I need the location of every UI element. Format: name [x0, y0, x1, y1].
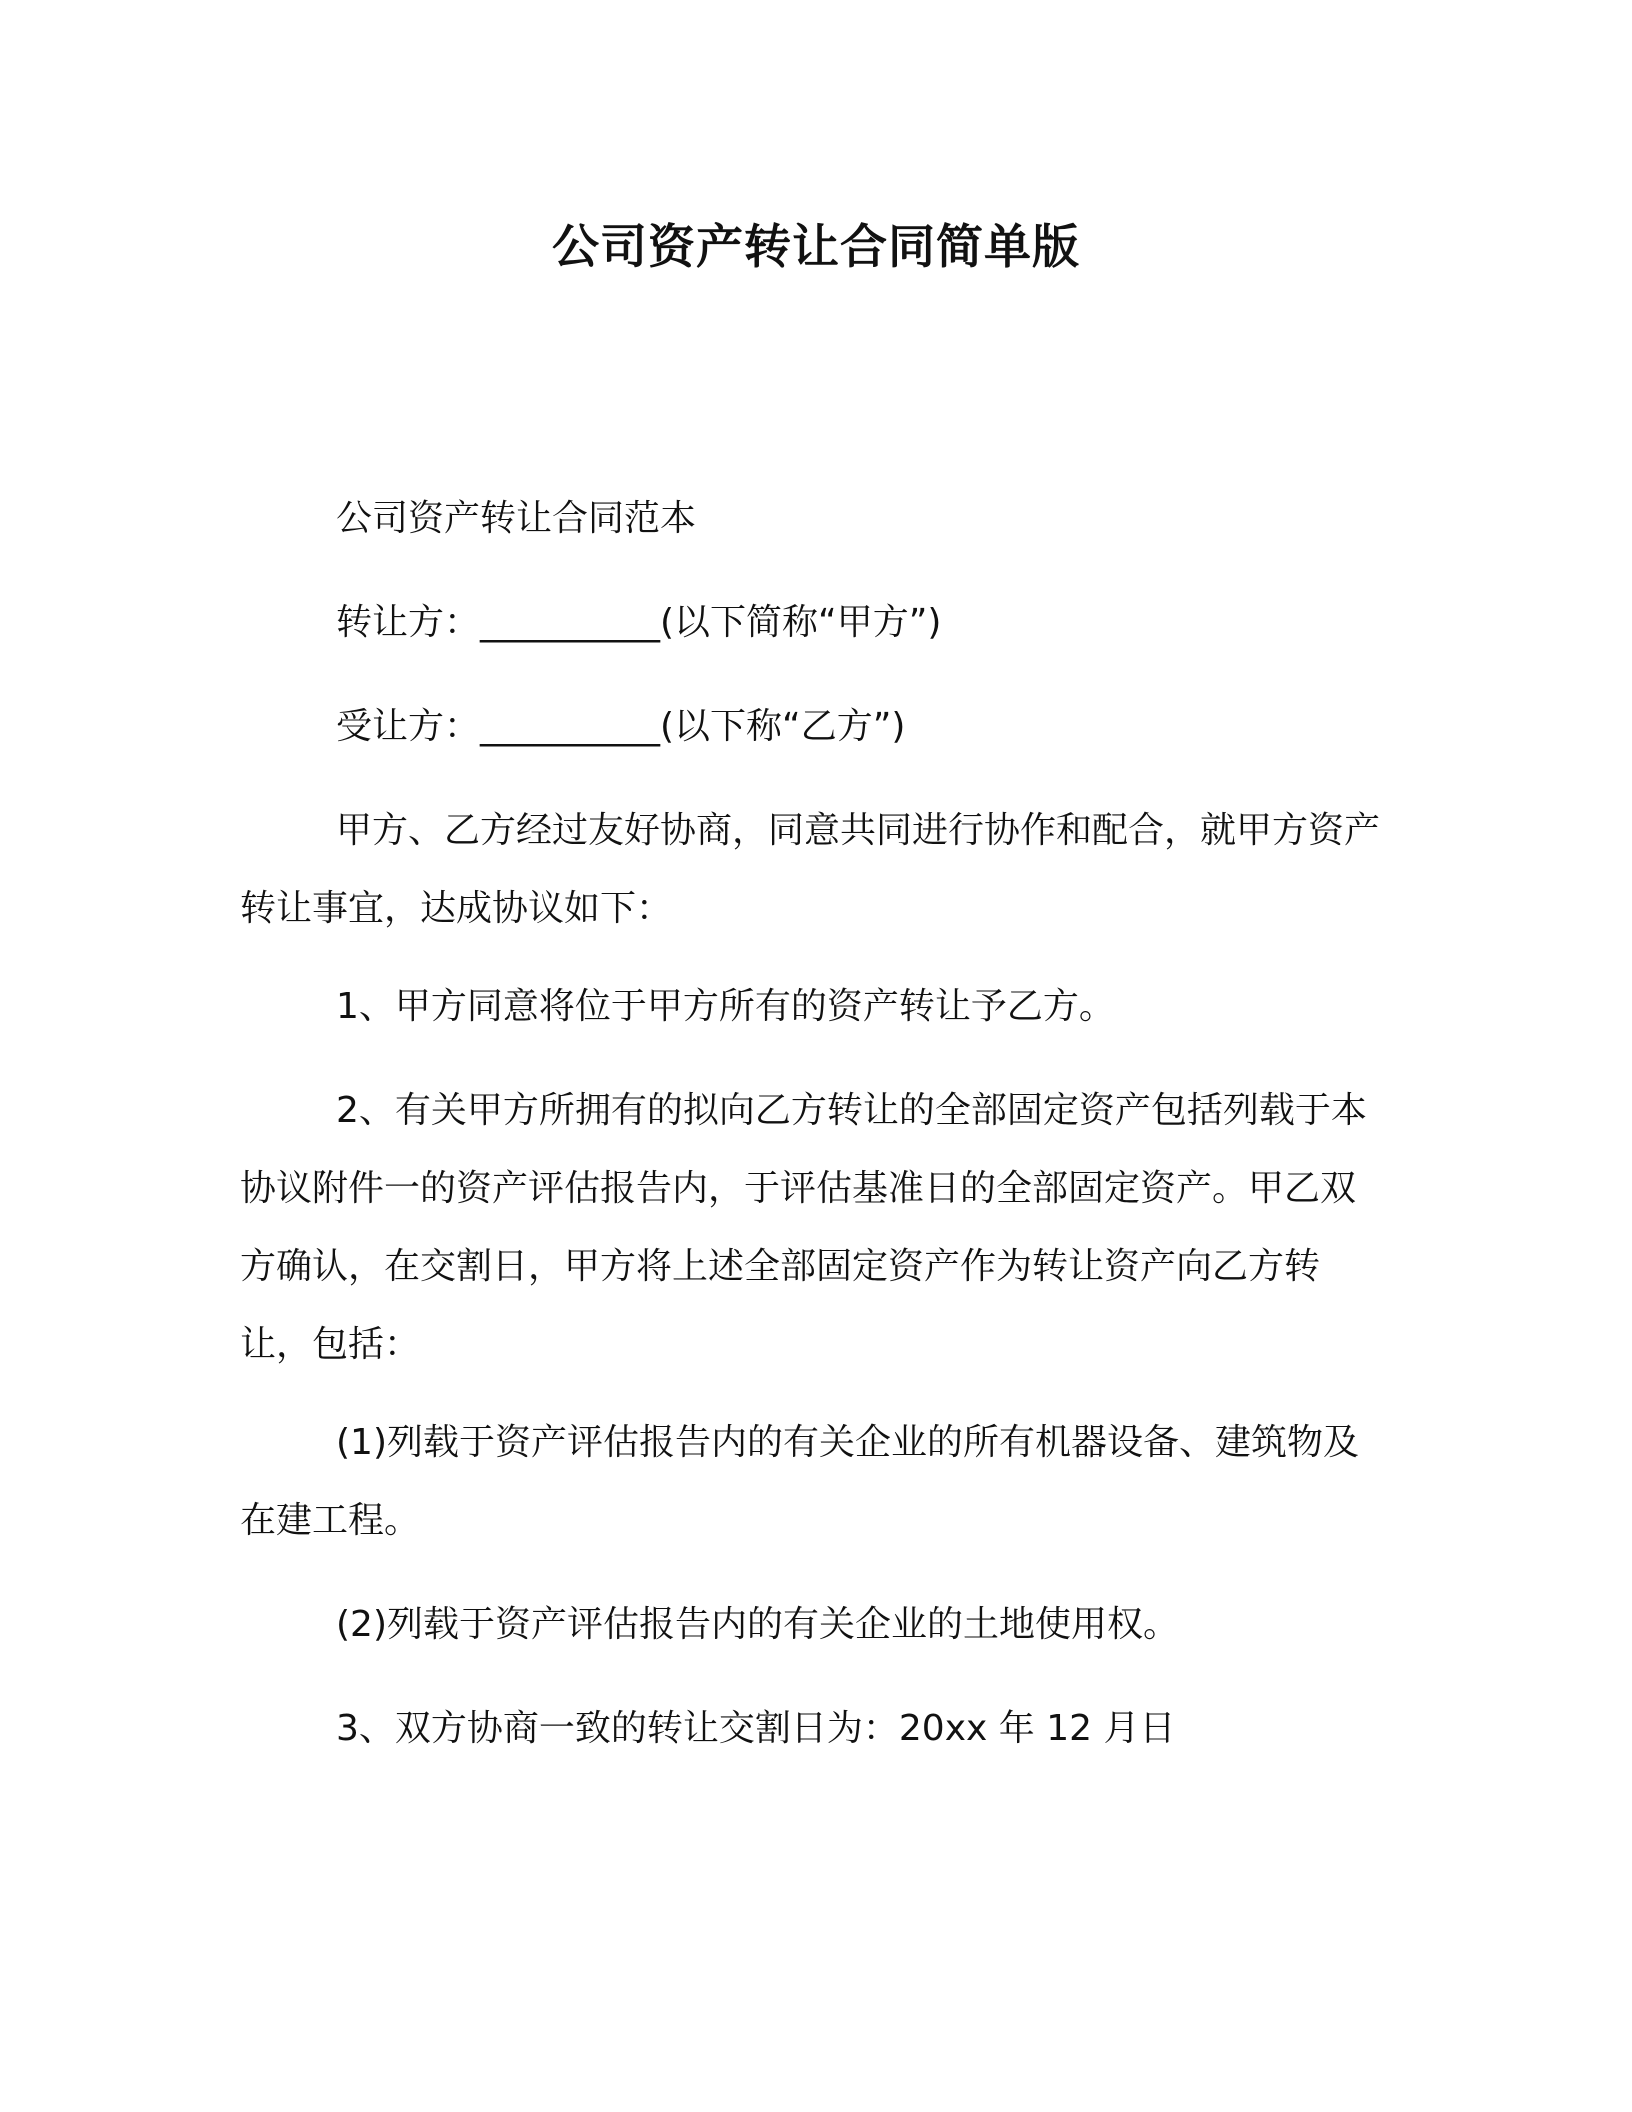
intro-paragraph: 甲方、乙方经过友好协商，同意共同进行协作和配合，就甲方资产转让事宜，达成协议如下： [240, 810, 1381, 929]
clause-2-item-2: (2)列载于资产评估报告内的有关企业的土地使用权。 [336, 1604, 1179, 1645]
document-title: 公司资产转让合同简单版 [552, 220, 1080, 275]
contract-subtitle: 公司资产转让合同范本 [336, 498, 697, 539]
transferor-line: 转让方：__________(以下简称“甲方”) [336, 602, 942, 643]
clause-2: 2、有关甲方所拥有的拟向乙方转让的全部固定资产包括列载于本协议附件一的资产评估报告内，于评估基准日的全部固定资产。甲乙双方确认，在交割日，甲方将上述全部固定资产作为转让资产向乙方转让，包括： [240, 1090, 1367, 1365]
transferee-line: 受让方：__________(以下称“乙方”) [336, 706, 906, 747]
clause-2-item-1: (1)列载于资产评估报告内的有关企业的所有机器设备、建筑物及在建工程。 [240, 1422, 1359, 1541]
clause-1: 1、甲方同意将位于甲方所有的资产转让予乙方。 [336, 986, 1115, 1027]
clause-3: 3、双方协商一致的转让交割日为：20xx 年 12 月日 [336, 1708, 1176, 1749]
